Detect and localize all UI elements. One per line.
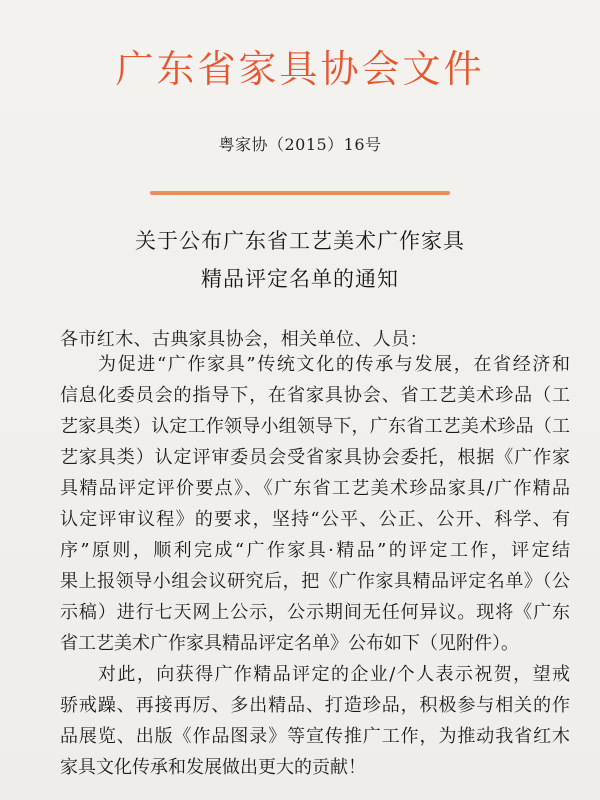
- body-line-6: 认定评审议程》的要求，坚持“公平、公正、公开、科学、有: [60, 509, 570, 530]
- body-line-14: 家具文化传承和发展做出更大的贡献！: [60, 757, 366, 778]
- body-line-3: 艺家具类）认定工作领导小组领导下，广东省工艺美术珍品（工: [60, 416, 570, 437]
- body-line-9: 示稿）进行七天网上公示，公示期间无任何异议。现将《广东: [60, 602, 570, 623]
- body-line-10: 省工艺美术广作家具精品评定名单》公布如下（见附件）。: [60, 633, 519, 654]
- body-line-2: 信息化委员会的指导下，在省家具协会、省工艺美术珍品（工: [60, 385, 570, 406]
- body-line-8: 果上报领导小组会议研究后，把《广作家具精品评定名单》（公: [60, 571, 570, 592]
- body-line-1: 为促进“广作家具”传统文化的传承与发展，在省经济和: [98, 354, 570, 375]
- header-divider: [150, 191, 450, 195]
- recipients-line: 各市红木、古典家具协会，相关单位、人员：: [60, 329, 428, 350]
- document-number: 粤家协（2015）16号: [218, 135, 382, 154]
- body-line-12: 骄戒躁、再接再厉、多出精品、打造珍品，积极参与相关的作: [60, 695, 570, 716]
- notice-title-line-1: 关于公布广东省工艺美术广作家具: [135, 229, 465, 253]
- body-line-4: 艺家具类）认定评审委员会受省家具协会委托，根据《广作家: [60, 447, 570, 468]
- body-line-11: 对此，向获得广作精品评定的企业/个人表示祝贺，望戒: [98, 664, 570, 685]
- body-line-13: 品展览、出版《作品图录》等宣传推广工作，为推动我省红木: [60, 726, 570, 747]
- body-line-5: 具精品评定评价要点》、《广东省工艺美术珍品家具/广作精品: [60, 478, 570, 499]
- body-line-7: 序”原则，顺利完成“广作家具·精品”的评定工作，评定结: [60, 540, 570, 561]
- notice-title-line-2: 精品评定名单的通知: [201, 267, 399, 291]
- header-title: 广东省家具协会文件: [115, 47, 485, 91]
